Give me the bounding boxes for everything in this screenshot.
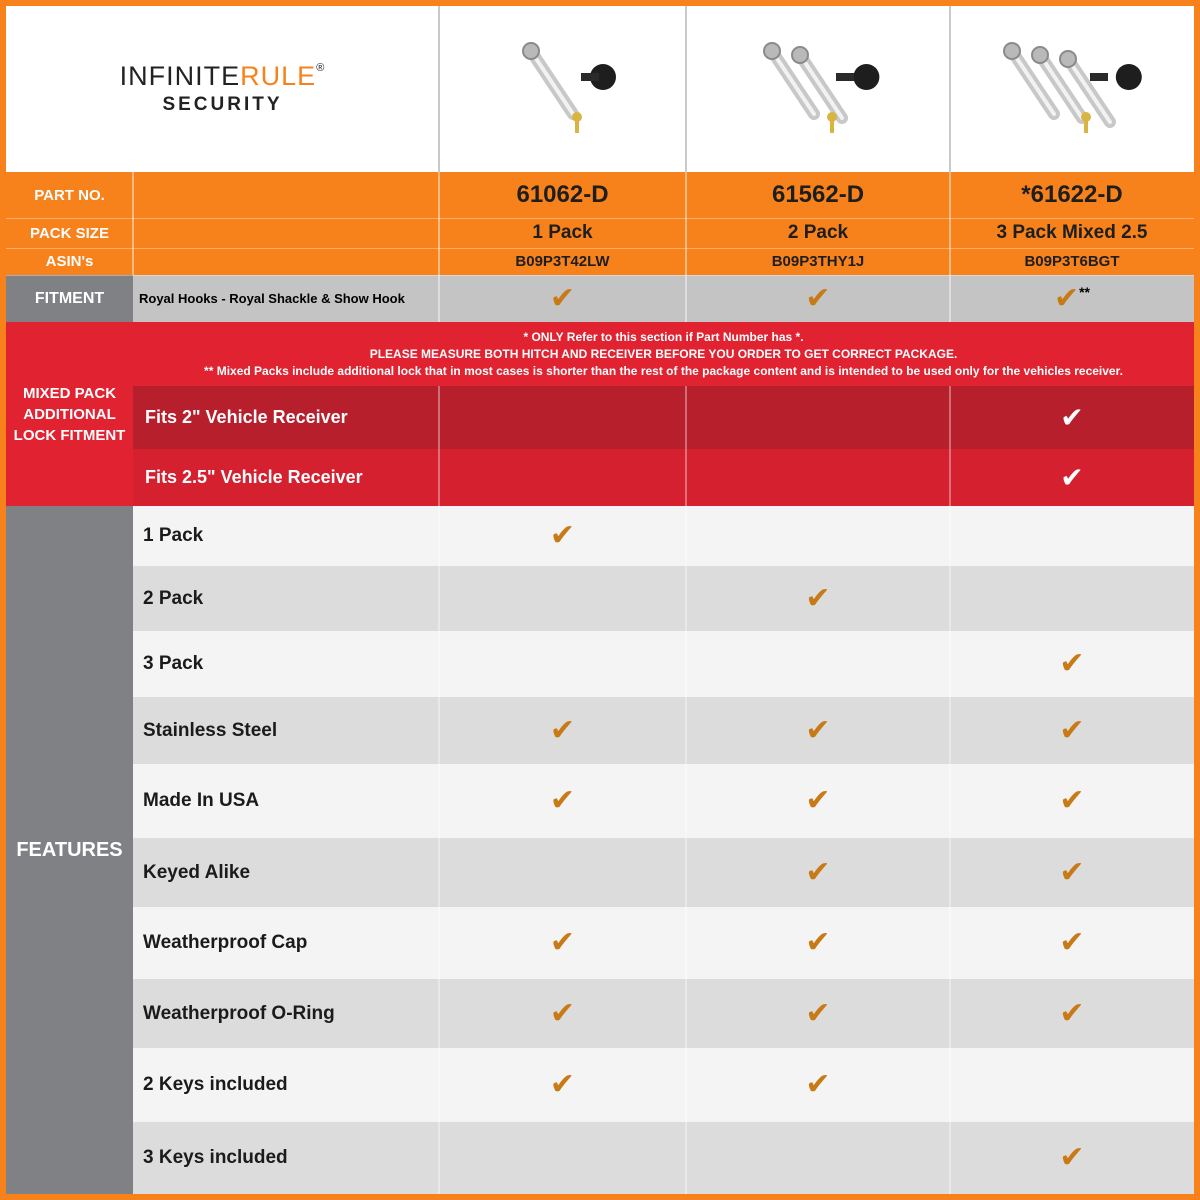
notice-line1: * ONLY Refer to this section if Part Number has *. — [523, 329, 804, 344]
feature-cell — [686, 506, 950, 566]
feature-cell — [950, 631, 1194, 697]
checkmark-icon: ✔ — [805, 926, 831, 959]
mixed-pack-label — [6, 322, 133, 506]
checkmark-icon: ✔ — [1060, 401, 1084, 433]
feature-cell — [686, 631, 950, 697]
mixed-row-cell — [686, 386, 950, 449]
feature-row-label — [133, 764, 439, 838]
feature-row-label — [133, 1048, 439, 1122]
pack-size-label — [6, 218, 133, 248]
column-divider — [132, 172, 134, 275]
column-divider — [685, 386, 687, 1194]
product-image-1 — [463, 29, 663, 149]
hitch-pin-lock-2-icon — [686, 6, 950, 172]
fitment-description — [133, 275, 439, 322]
notice-banner — [133, 322, 1194, 386]
feature-cell — [950, 506, 1194, 566]
part-number-value: 61062-D — [516, 181, 609, 208]
checkmark-icon: ✔ — [1060, 461, 1084, 493]
checkmark-icon: ✔ — [805, 784, 831, 817]
fitment-cell — [439, 275, 686, 322]
hitch-pin-lock-3-icon — [950, 6, 1194, 172]
feature-cell — [950, 697, 1194, 764]
feature-row-label — [133, 566, 439, 631]
asin-value: B09P3T6BGT — [1024, 253, 1120, 270]
row-divider — [6, 218, 1194, 219]
feature-cell — [686, 838, 950, 907]
checkmark-icon: ✔ — [549, 281, 576, 315]
feature-cell — [686, 764, 950, 838]
column-divider — [949, 386, 951, 1194]
mixed-row-cell — [439, 449, 686, 506]
feature-cell — [439, 764, 686, 838]
feature-name: 3 Keys included — [143, 1147, 288, 1168]
pack-size-value: 2 Pack — [787, 222, 849, 243]
checkmark-icon: ✔ — [1053, 281, 1080, 315]
part-number-label — [6, 172, 133, 218]
feature-cell — [686, 1048, 950, 1122]
row-divider — [6, 275, 1194, 276]
feature-cell — [950, 566, 1194, 631]
feature-cell — [439, 838, 686, 907]
pack-size-cell — [950, 218, 1194, 248]
pack-size-cell — [439, 218, 686, 248]
feature-cell — [950, 764, 1194, 838]
checkmark-icon: ✔ — [805, 713, 831, 747]
mixed-row-label — [133, 386, 439, 449]
feature-name: Keyed Alike — [143, 861, 251, 883]
part-number-value: 61562-D — [771, 181, 865, 208]
mixed-row-cell — [950, 449, 1194, 506]
registered-mark: ® — [316, 61, 326, 74]
feature-row-label — [133, 697, 439, 764]
brand-logo — [6, 6, 439, 172]
feature-cell — [950, 907, 1194, 979]
pack-size-spacer — [133, 218, 439, 248]
pack-size-label-text: PACK SIZE — [30, 224, 109, 242]
feature-name: 3 Pack — [143, 653, 204, 674]
asin-cell — [439, 248, 686, 275]
feature-row-label — [133, 979, 439, 1048]
feature-name: Weatherproof Cap — [143, 932, 308, 953]
feature-cell — [439, 506, 686, 566]
checkmark-icon: ✔ — [805, 281, 831, 315]
part-number-value: *61622-D — [1021, 181, 1123, 208]
mixed-row-cell — [950, 386, 1194, 449]
asin-value: B09P3T42LW — [515, 253, 610, 270]
checkmark-icon: ✔ — [1059, 1141, 1085, 1174]
pack-size-value: 3 Pack Mixed 2.5 — [996, 222, 1148, 243]
pack-size-cell — [686, 218, 950, 248]
feature-name: Made In USA — [143, 790, 260, 811]
column-divider — [685, 172, 687, 322]
fitment-note: ** — [1079, 283, 1091, 300]
checkmark-icon: ✔ — [549, 1068, 576, 1101]
brand-wordmark — [119, 60, 326, 91]
asin-value: B09P3THY1J — [771, 253, 865, 270]
feature-cell — [439, 1048, 686, 1122]
feature-cell — [950, 838, 1194, 907]
feature-row-label — [133, 506, 439, 566]
mixed-row-cell — [439, 386, 686, 449]
feature-cell — [439, 566, 686, 631]
column-divider — [949, 6, 951, 172]
feature-cell — [686, 1122, 950, 1194]
mixed-row-label-text: Fits 2" Vehicle Receiver — [145, 407, 348, 427]
checkmark-icon: ✔ — [805, 855, 831, 889]
features-label — [6, 506, 133, 1194]
mixed-pack-label-text: MIXED PACK ADDITIONAL LOCK FITMENT — [13, 384, 126, 444]
column-divider — [438, 6, 440, 172]
feature-name: Stainless Steel — [143, 719, 278, 741]
feature-cell — [950, 979, 1194, 1048]
checkmark-icon: ✔ — [549, 784, 576, 817]
part-number-cell — [686, 172, 950, 218]
hitch-pin-lock-1-icon — [439, 6, 686, 172]
brand-name-rule: RULE — [240, 60, 317, 91]
mixed-row-label — [133, 449, 439, 506]
feature-cell — [439, 631, 686, 697]
asin-cell — [950, 248, 1194, 275]
fitment-label-text: FITMENT — [34, 289, 105, 307]
checkmark-icon: ✔ — [549, 926, 576, 959]
part-number-label-text: PART NO. — [34, 186, 105, 204]
brand-name-infinite: INFINITE — [119, 60, 241, 91]
fitment-label — [6, 275, 133, 322]
feature-cell — [686, 979, 950, 1048]
checkmark-icon: ✔ — [1059, 784, 1085, 817]
asin-label — [6, 248, 133, 275]
notice-line3: ** Mixed Packs include additional lock that in most cases is shorter than the rest of the package content and is intended to be used only for the vehicles receiver. — [204, 363, 1123, 378]
checkmark-icon: ✔ — [1059, 855, 1085, 889]
fitment-description-text: Royal Hooks - Royal Shackle & Show Hook — [139, 291, 405, 306]
checkmark-icon: ✔ — [805, 1068, 831, 1101]
brand-subtitle — [162, 94, 282, 116]
feature-cell — [439, 907, 686, 979]
column-divider — [949, 172, 951, 322]
feature-row-label — [133, 631, 439, 697]
feature-cell — [950, 1048, 1194, 1122]
column-divider — [438, 172, 440, 322]
pack-size-value: 1 Pack — [532, 222, 593, 243]
part-number-cell — [439, 172, 686, 218]
feature-cell — [686, 566, 950, 631]
checkmark-icon: ✔ — [1059, 713, 1085, 747]
feature-row-label — [133, 907, 439, 979]
asin-spacer — [133, 248, 439, 275]
feature-row-label — [133, 838, 439, 907]
notice-line2: PLEASE MEASURE BOTH HITCH AND RECEIVER BEFORE YOU ORDER TO GET CORRECT PACKAGE. — [369, 346, 958, 361]
checkmark-icon: ✔ — [1059, 647, 1085, 680]
part-number-spacer — [133, 172, 439, 218]
column-divider — [438, 386, 440, 1194]
feature-cell — [439, 979, 686, 1048]
feature-cell — [950, 1122, 1194, 1194]
mixed-row-label-text: Fits 2.5" Vehicle Receiver — [145, 467, 363, 487]
brand-security-text: SECURITY — [162, 93, 283, 115]
feature-cell — [439, 1122, 686, 1194]
feature-row-label — [133, 1122, 439, 1194]
asin-label-text: ASIN's — [45, 253, 94, 270]
checkmark-icon: ✔ — [549, 996, 576, 1030]
feature-name: Weatherproof O-Ring — [143, 1002, 335, 1024]
checkmark-icon: ✔ — [549, 519, 576, 552]
checkmark-icon: ✔ — [549, 713, 576, 747]
checkmark-icon: ✔ — [1059, 996, 1085, 1030]
column-divider — [685, 6, 687, 172]
checkmark-icon: ✔ — [805, 581, 831, 615]
feature-name: 2 Pack — [143, 587, 204, 609]
fitment-cell — [950, 275, 1194, 322]
part-number-cell — [950, 172, 1194, 218]
feature-name: 1 Pack — [143, 525, 204, 546]
feature-cell — [686, 697, 950, 764]
fitment-cell — [686, 275, 950, 322]
asin-cell — [686, 248, 950, 275]
product-image-2 — [718, 29, 918, 149]
mixed-row-cell — [686, 449, 950, 506]
checkmark-icon: ✔ — [805, 996, 831, 1030]
feature-cell — [686, 907, 950, 979]
feature-cell — [439, 697, 686, 764]
row-divider — [6, 248, 1194, 249]
features-label-text: FEATURES — [16, 838, 123, 861]
checkmark-icon: ✔ — [1059, 926, 1085, 959]
feature-name: 2 Keys included — [143, 1074, 288, 1095]
product-image-3 — [972, 29, 1172, 149]
